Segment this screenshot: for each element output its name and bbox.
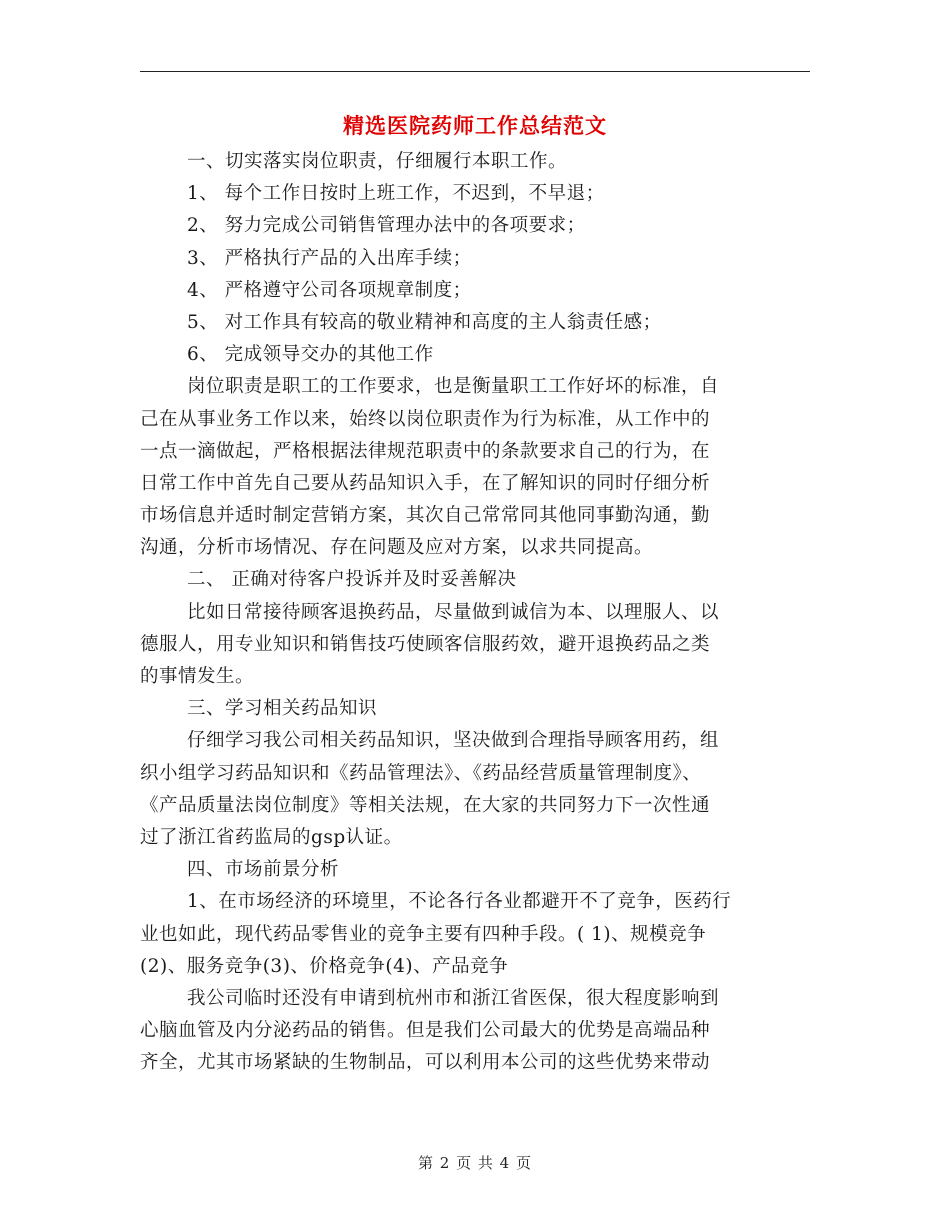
text-line: 岗位职责是职工的工作要求，也是衡量职工工作好坏的标准，自 bbox=[187, 376, 720, 398]
text-line: 四、市场前景分析 bbox=[187, 859, 340, 881]
text-line: 仔细学习我公司相关药品知识，坚决做到合理指导顾客用药，组 bbox=[187, 730, 720, 752]
header-rule bbox=[140, 71, 810, 72]
text-line: 比如日常接待顾客退换药品，尽量做到诚信为本、以理服人、以 bbox=[187, 601, 720, 623]
text-line: 3、 严格执行产品的入出库手续； bbox=[187, 247, 472, 269]
text-line: (2)、服务竞争(3)、价格竞争(4)、产品竞争 bbox=[140, 955, 509, 977]
text-line: 1、 每个工作日按时上班工作，不迟到，不早退； bbox=[187, 183, 605, 205]
text-line: 4、 严格遵守公司各项规章制度； bbox=[187, 279, 472, 301]
text-line: 沟通，分析市场情况、存在问题及应对方案，以求共同提高。 bbox=[140, 537, 654, 559]
text-line: 《产品质量法岗位制度》等相关法规，在大家的共同努力下一次性通 bbox=[140, 794, 711, 816]
text-line: 6、 完成领导交办的其他工作 bbox=[187, 344, 434, 366]
text-line: 心脑血管及内分泌药品的销售。但是我们公司最大的优势是高端品种 bbox=[140, 1020, 711, 1042]
text-line: 业也如此，现代药品零售业的竞争主要有四种手段。( 1)、规模竞争 bbox=[140, 923, 707, 945]
text-line: 织小组学习药品知识和《药品管理法》、《药品经营质量管理制度》、 bbox=[140, 762, 702, 784]
text-line: 三、学习相关药品知识 bbox=[187, 698, 378, 720]
document-body bbox=[140, 146, 810, 1079]
document-title: 精选医院药师工作总结范文 bbox=[343, 114, 607, 138]
text-line: 齐全，尤其市场紧缺的生物制品，可以利用本公司的这些优势来带动 bbox=[140, 1052, 711, 1074]
text-line: 德服人，用专业知识和销售技巧使顾客信服药效，避开退换药品之类 bbox=[140, 633, 711, 655]
text-line: 日常工作中首先自己要从药品知识入手，在了解知识的同时仔细分析 bbox=[140, 472, 711, 494]
text-line: 过了浙江省药监局的gsp认证。 bbox=[140, 826, 403, 848]
page-footer: 第 2 页 共 4 页 bbox=[418, 1154, 532, 1172]
text-line: 我公司临时还没有申请到杭州市和浙江省医保，很大程度影响到 bbox=[187, 987, 720, 1009]
text-line: 1、在市场经济的环境里，不论各行各业都避开不了竞争，医药行 bbox=[187, 891, 732, 913]
text-line: 市场信息并适时制定营销方案，其次自己常常同其他同事勤沟通，勤 bbox=[140, 505, 711, 527]
text-line: 二、 正确对待客户投诉并及时妥善解决 bbox=[187, 569, 517, 591]
text-line: 一、切实落实岗位职责，仔细履行本职工作。 bbox=[187, 151, 568, 172]
text-line: 2、 努力完成公司销售管理办法中的各项要求； bbox=[187, 215, 586, 237]
text-line: 己在从事业务工作以来，始终以岗位职责作为行为标准，从工作中的 bbox=[140, 408, 711, 430]
text-line: 5、 对工作具有较高的敬业精神和高度的主人翁责任感； bbox=[187, 311, 662, 333]
text-line: 一点一滴做起，严格根据法律规范职责中的条款要求自己的行为，在 bbox=[140, 440, 711, 462]
text-line: 的事情发生。 bbox=[140, 666, 255, 687]
